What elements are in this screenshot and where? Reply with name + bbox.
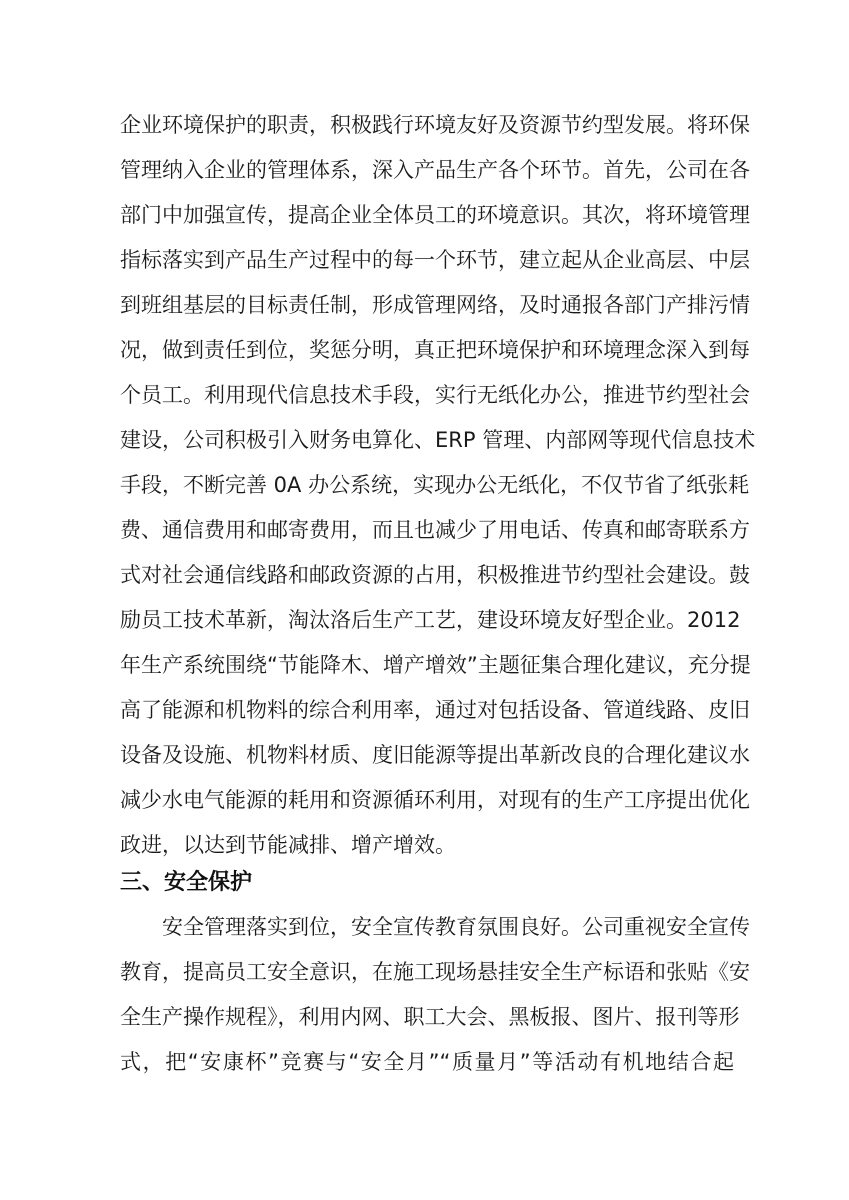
body-text-line: 指标落实到产品生产过程中的每一个环节，建立起从企业高层、中层 <box>120 248 750 272</box>
body-text-line: 况，做到责任到位，奖惩分明，真正把环境保护和环境理念深入到每 <box>120 338 750 362</box>
body-text-line: 费、通信费用和邮寄费用，而且也减少了用电话、传真和邮寄联系方 <box>120 518 750 542</box>
body-text-line: 全生产操作规程》，利用内网、职工大会、黑板报、图片、报刊等形 <box>120 1005 740 1029</box>
body-text-line: 式对社会通信线路和邮政资源的占用，积极推进节约型社会建设。鼓 <box>120 563 750 587</box>
body-text-line: 式，把“安康杯”竞赛与“安全月”“质量月”等活动有机地结合起 <box>120 1050 734 1074</box>
body-text-line: 安全管理落实到位，安全宣传教育氛围良好。公司重视安全宣传 <box>162 915 750 939</box>
body-text-line: 部门中加强宣传，提高企业全体员工的环境意识。其次，将环境管理 <box>120 203 750 227</box>
body-text-line: 企业环境保护的职责，积极践行环境友好及资源节约型发展。将环保 <box>120 113 750 137</box>
body-text-line: 设备及设施、机物料材质、度旧能源等提出革新改良的合理化建议水 <box>120 743 750 767</box>
body-text-line: 手段，不断完善 0A 办公系统，实现办公无纸化，不仅节省了纸张耗 <box>120 473 750 497</box>
body-text-line: 管理纳入企业的管理体系，深入产品生产各个环节。首先，公司在各 <box>120 158 750 182</box>
body-text-line: 政进，以达到节能减排、增产增效。 <box>120 833 456 857</box>
body-text-line: 到班组基层的目标责任制，形成管理网络，及时通报各部门产排污情 <box>120 293 750 317</box>
body-text-line: 建设，公司积极引入财务电算化、ERP 管理、内部网等现代信息技术 <box>120 428 756 452</box>
body-text-line: 年生产系统围绕“节能降木、增产增效”主题征集合理化建议，充分提 <box>120 653 751 677</box>
body-text-line: 励员工技术革新，淘汰洛后生产工艺，建设环境友好型企业。2012 <box>120 608 741 632</box>
body-text-line: 教育，提高员工安全意识，在施工现场悬挂安全生产标语和张贴《安 <box>120 960 750 984</box>
body-text-line: 减少水电气能源的耗用和资源循环利用，对现有的生产工序提出优化 <box>120 788 750 812</box>
body-text-line: 个员工。利用现代信息技术手段，实行无纸化办公，推进节约型社会 <box>120 383 750 407</box>
section-heading: 三、安全保护 <box>120 870 253 895</box>
body-text-line: 高了能源和机物料的综合利用率，通过对包括设备、管道线路、皮旧 <box>120 698 750 722</box>
